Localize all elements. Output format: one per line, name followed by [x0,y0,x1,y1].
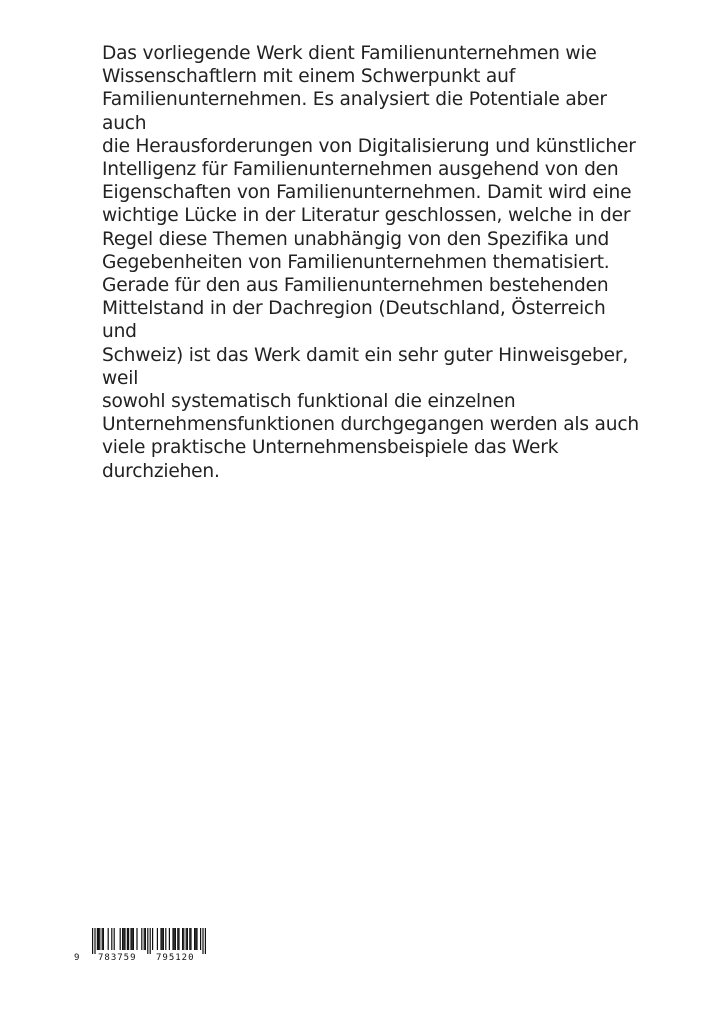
barcode-bar [97,928,98,950]
barcode-bar [152,928,153,950]
isbn-barcode [74,928,224,968]
barcode-bar [123,928,124,950]
barcode-bar [132,928,133,950]
back-cover-blurb: Das vorliegende Werk dient Familienunternehmen wie Wissenschaftlern mit einem Schwerpunkt auf Familienunternehmen. Es analysiert die Potentiale aber auch die Herausforderungen von Digitalisierung und künstlicher Intelligenz für Familienunternehmen ausgehend von den Eigenschaften von Familienunternehmen. Damit wird eine wichtige Lücke in der Literatur geschlossen, welche in der Regel diese Themen unabhängig von den Spezifika und Gegebenheiten von Familienunternehmen thematisiert. Gerade für den aus Familienunternehmen bestehenden Mittelstand in der Dachregion (Deutschland, Österreich und Schweiz) ist das Werk damit ein sehr guter Hinweisgeber, weil sowohl systematisch funktional die einzelnen Unternehmensfunktionen durchgegangen werden als auch viele praktische Unternehmensbeispiele das Werk durchziehen. [102,43,639,482]
barcode-bar [189,928,190,950]
barcode-digits-right: 795120 [156,953,195,963]
barcode-bar [127,928,128,950]
barcode-bar [99,928,100,950]
barcode-guard-bar [147,928,148,954]
barcode-digits-left: 783759 [98,953,137,963]
barcode-bar [144,928,145,950]
barcode-bar [98,928,99,950]
barcode-bar [145,928,146,950]
barcode-bar [111,928,112,950]
barcode-bar [160,928,161,950]
barcode-bar [182,928,183,950]
barcode-bar [133,928,134,950]
barcode-bar [163,928,164,950]
barcode-bar [196,928,197,950]
barcode-bar [195,928,196,950]
barcode-bar [128,928,129,950]
barcode-bar [183,928,184,950]
barcode-guard-bar [94,928,95,954]
barcode-bar [102,928,103,950]
barcode-bar [136,928,137,950]
barcode-guard-bar [150,928,151,954]
barcode-bar [165,928,166,950]
barcode-bar [178,928,179,950]
barcode-bar [157,928,158,950]
barcode-bar [103,928,104,950]
barcode-bar [120,928,121,950]
barcode-bars [92,928,212,954]
barcode-bar [114,928,115,950]
barcode-bar [190,928,191,950]
barcode-bar [186,928,187,950]
barcode-bar [162,928,163,950]
barcode-bar [175,928,176,950]
barcode-digit-lead: 9 [74,953,81,963]
barcode-bar [124,928,125,950]
barcode-bar [108,928,109,950]
barcode-bar [200,928,201,950]
barcode-guard-bar [205,928,206,954]
barcode-bar [130,928,131,950]
barcode-bar [172,928,173,950]
barcode-guard-bar [202,928,203,954]
barcode-bar [122,928,123,950]
barcode-guard-bar [92,928,93,954]
barcode-bar [141,928,142,950]
barcode-bar [177,928,178,950]
barcode-bar [174,928,175,950]
barcode-bar [194,928,195,950]
barcode-bar [169,928,170,950]
barcode-bar [187,928,188,950]
